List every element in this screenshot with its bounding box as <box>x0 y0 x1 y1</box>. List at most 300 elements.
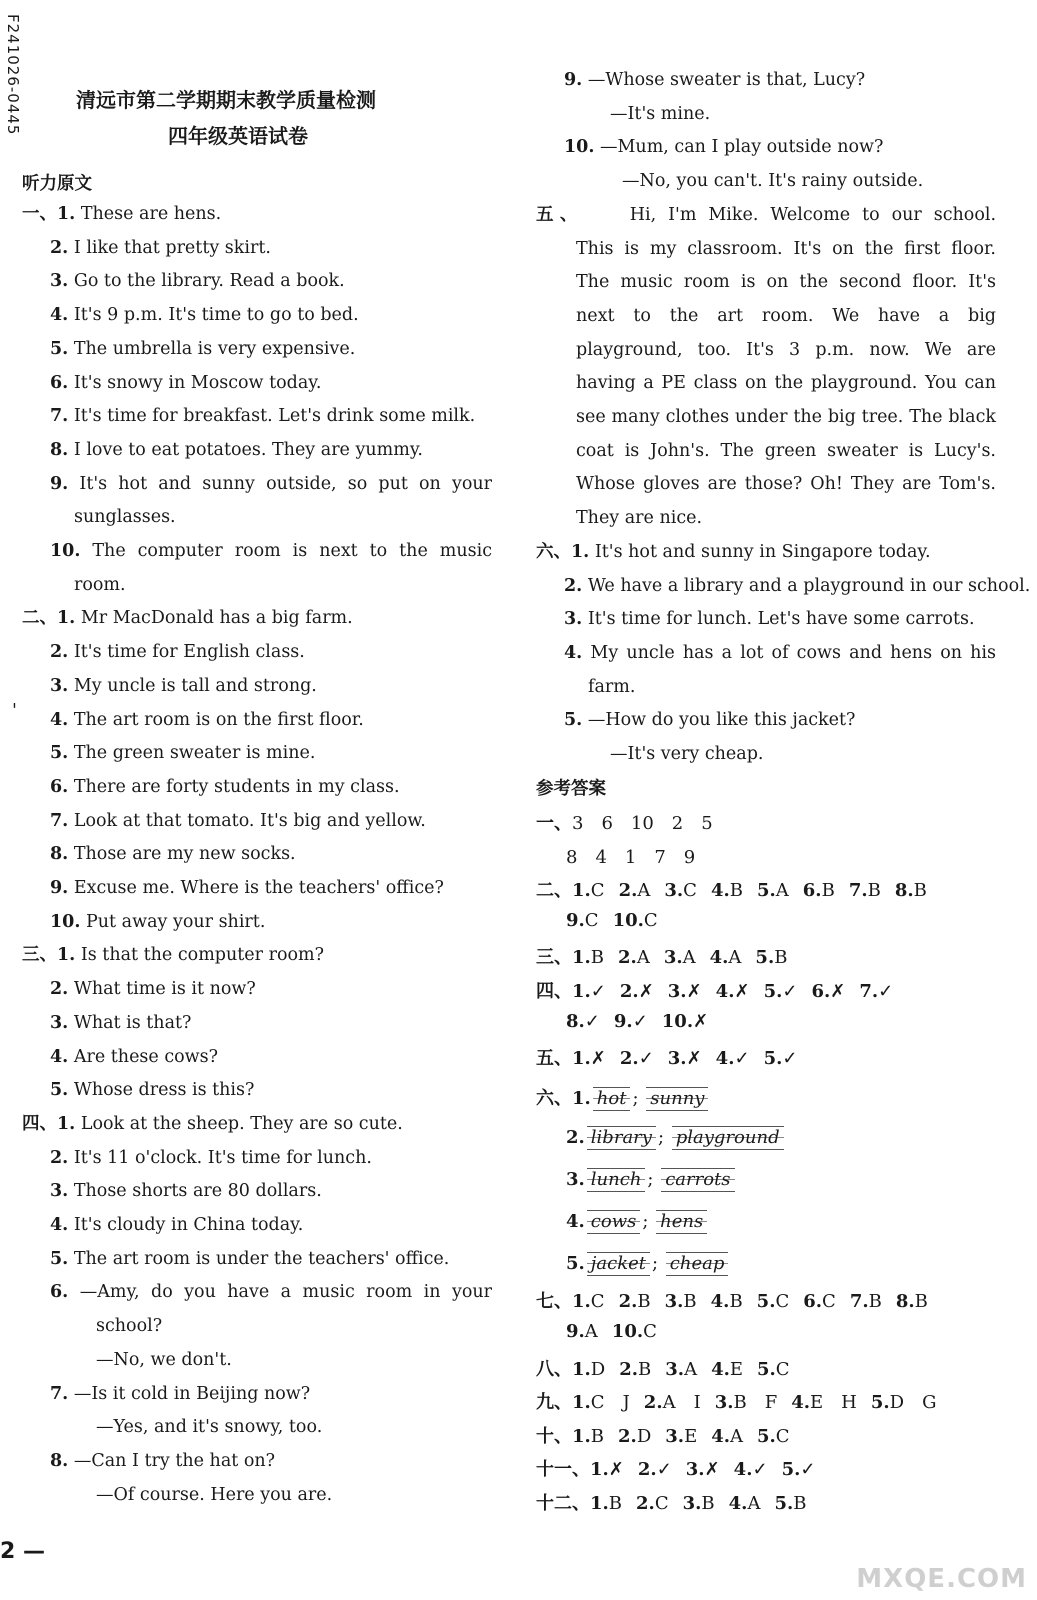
script-line <box>50 338 492 360</box>
script-line <box>50 1046 492 1068</box>
answer-item: 10.C <box>611 1321 657 1342</box>
item-number: 4. <box>50 709 69 730</box>
line-text: Is that the computer room? <box>75 945 324 966</box>
script-line <box>50 709 492 731</box>
item-number: 1. <box>572 1088 591 1109</box>
answer-item: 5.B <box>755 947 788 968</box>
answer-item: 10.C <box>612 910 658 931</box>
handwritten-answer: hens <box>656 1210 707 1234</box>
handwritten-answer: jacket <box>587 1252 650 1276</box>
answer-item: 2.A <box>618 947 650 968</box>
script-line <box>576 473 996 495</box>
item-number: 3. <box>50 1181 69 1202</box>
script-line <box>96 1484 492 1506</box>
line-text: What is that? <box>68 1012 192 1033</box>
script-line <box>50 641 492 663</box>
line-text: see many clothes under the big tree. The black <box>576 407 996 427</box>
handwritten-answer: carrots <box>661 1168 734 1192</box>
section-label: 五、 <box>536 204 584 225</box>
item-number: 8. <box>50 844 69 865</box>
item-number: 5. <box>566 1253 585 1274</box>
answer-item: 5.D G <box>870 1392 937 1413</box>
answer-item: 2.B <box>619 1359 652 1380</box>
answer-list <box>566 910 672 931</box>
answer-item: 1.B <box>572 947 605 968</box>
script-line <box>22 203 492 225</box>
item-number: 2. <box>50 642 69 663</box>
script-line <box>50 540 492 562</box>
script-line <box>50 1248 492 1270</box>
section-label: 六、 <box>536 541 571 562</box>
script-line <box>564 575 1031 597</box>
line-text: The umbrella is very expensive. <box>68 338 356 359</box>
script-line <box>50 1450 492 1472</box>
script-line <box>50 1281 492 1303</box>
answer-section-1 <box>536 809 713 835</box>
line-text: Those shorts are 80 dollars. <box>68 1181 322 1202</box>
line-text: The computer room is next to the music <box>80 541 492 561</box>
script-line <box>564 642 996 664</box>
answer-item: 3.B F <box>714 1392 778 1413</box>
answer-item: 2.A I <box>643 1392 701 1413</box>
line-text: It's snowy in Moscow today. <box>68 372 322 393</box>
answer-item: 10.✗ <box>661 1011 709 1032</box>
item-number: 7. <box>50 1383 69 1404</box>
script-line <box>588 676 996 698</box>
answer-item: 2.C <box>636 1493 669 1514</box>
line-text: I like that pretty skirt. <box>68 237 271 258</box>
answer-item: 2.✓ <box>637 1459 672 1480</box>
item-number: 2. <box>50 979 69 1000</box>
line-text: —Yes, and it's snowy, too. <box>96 1417 323 1438</box>
item-number: 5. <box>50 1248 69 1269</box>
script-line <box>576 406 996 428</box>
answer-section-4-row-2 <box>566 1011 722 1032</box>
line-text: coat is John's. The green sweater is Lucy's. <box>576 440 996 461</box>
answer-section-3 <box>536 943 801 969</box>
line-text: These are hens. <box>75 204 222 224</box>
answer-item: 3.✗ <box>667 1048 702 1069</box>
handwritten-answer: lunch <box>587 1168 646 1192</box>
answer-item: 7.B <box>849 1291 882 1312</box>
answer-item: 2.✗ <box>619 981 654 1002</box>
answer-item: 9.✓ <box>613 1011 648 1032</box>
script-line <box>96 1349 492 1371</box>
item-number: 6. <box>50 1282 69 1303</box>
line-text: —Mum, can I play outside now? <box>594 137 884 158</box>
line-text: They are nice. <box>576 508 703 529</box>
answer-list <box>572 981 907 1002</box>
item-number: 2. <box>50 237 69 258</box>
exam-subtitle: 四年级英语试卷 <box>168 124 308 148</box>
script-line <box>50 439 492 461</box>
script-line <box>50 911 492 933</box>
answer-item: 3.✗ <box>685 1459 720 1480</box>
script-line <box>74 574 492 596</box>
section-label: 四、 <box>536 981 572 1002</box>
item-number: 4. <box>566 1211 585 1232</box>
line-text: It's hot and sunny in Singapore today. <box>589 541 931 562</box>
script-line <box>576 440 996 462</box>
line-text: The art room is on the first floor. <box>68 709 364 730</box>
answer-item: 9.C <box>566 910 599 931</box>
answer-list <box>572 880 941 901</box>
handwritten-answer: cows <box>587 1210 641 1234</box>
script-line <box>576 507 996 529</box>
script-line <box>536 204 996 226</box>
section-label: 一、 <box>22 204 57 224</box>
script-line <box>610 743 996 765</box>
section-label: 十一、 <box>536 1459 590 1480</box>
fill-answer-row: 4. cows ; hens <box>566 1210 709 1234</box>
answer-list <box>572 1359 804 1380</box>
answer-item: 6.C <box>803 1291 836 1312</box>
line-text: Mr MacDonald has a big farm. <box>75 608 353 629</box>
script-line <box>50 270 492 292</box>
item-number: 3. <box>564 609 583 630</box>
item-number: 6. <box>50 372 69 393</box>
item-number: 2. <box>566 1127 585 1148</box>
line-text: What time is it now? <box>68 979 256 1000</box>
watermark-logo: MXQE.COM <box>856 1564 1027 1594</box>
answer-item: 2.A <box>618 880 651 901</box>
script-line <box>576 238 996 260</box>
answer-item: 4.A <box>711 1426 743 1447</box>
answer-item: 5.✓ <box>763 1048 798 1069</box>
line-text: It's time for English class. <box>68 642 305 663</box>
answer-item: 1.C J <box>572 1392 630 1413</box>
line-text: The art room is under the teachers' office. <box>68 1248 450 1269</box>
item-number: 10. <box>50 541 81 561</box>
line-text: The music room is on the second floor. It's <box>576 272 996 293</box>
line-text: Put away your shirt. <box>80 911 266 932</box>
section-label: 三、 <box>22 945 57 966</box>
answer-section-5 <box>536 1044 811 1070</box>
answer-item: 2.✓ <box>619 1048 654 1069</box>
line-text: —How do you like this jacket? <box>582 710 856 731</box>
line-text: I love to eat potatoes. They are yummy. <box>68 439 423 460</box>
script-line <box>50 742 492 764</box>
answer-section-2-row-2 <box>566 910 672 931</box>
line-text: The green sweater is mine. <box>68 743 316 764</box>
answer-item: 4.E <box>711 1359 743 1380</box>
item-number: 1. <box>57 1113 76 1134</box>
item-number: 3. <box>50 271 69 292</box>
answer-item: 5.C <box>756 1291 790 1312</box>
line-text: having a PE class on the playground. You can <box>576 373 996 394</box>
script-line <box>50 843 492 865</box>
answer-item: 9.A <box>566 1321 598 1342</box>
section-label: 九、 <box>536 1392 572 1413</box>
item-number: 5. <box>50 338 69 359</box>
line-text: Hi, I'm Mike. Welcome to our school. <box>617 204 997 225</box>
answer-item: 4.✓ <box>715 1048 750 1069</box>
answer-item: 7.✓ <box>859 981 894 1002</box>
section-label: 三、 <box>536 947 572 968</box>
answer-item: 8.B <box>894 880 927 901</box>
line-text: It's cloudy in China today. <box>68 1215 304 1235</box>
line-text: —Whose sweater is that, Lucy? <box>582 70 866 90</box>
script-line <box>536 541 996 563</box>
script-line <box>564 136 996 158</box>
script-line <box>22 607 492 629</box>
fill-answer-row: 2. library ; playground <box>566 1126 786 1150</box>
line-text: Those are my new socks. <box>68 844 296 865</box>
handwritten-answer: hot <box>593 1087 631 1111</box>
answer-item: 4.A <box>728 1493 761 1514</box>
item-number: 10. <box>50 911 81 932</box>
answer-section-7-row-2 <box>566 1321 671 1342</box>
line-text: There are forty students in my class. <box>68 776 400 797</box>
answer-item: 1.B <box>590 1493 623 1514</box>
answer-values: 3 6 10 2 5 <box>572 813 713 834</box>
answer-item: 3.B <box>664 1291 697 1312</box>
section-label: 八、 <box>536 1359 572 1380</box>
section-label: 一、 <box>536 813 572 834</box>
script-line <box>50 978 492 1000</box>
line-text: We have a library and a playground in our school. <box>582 575 1031 596</box>
line-text: —It's mine. <box>610 103 711 124</box>
section-label: 五、 <box>536 1048 572 1069</box>
line-text: sunglasses. <box>74 507 176 528</box>
line-text: It's hot and sunny outside, so put on your <box>68 473 492 494</box>
stray-mark: ' <box>12 700 17 721</box>
line-text: —No, you can't. It's rainy outside. <box>622 171 924 192</box>
item-number: 1. <box>57 945 76 966</box>
item-number: 5. <box>564 710 583 731</box>
answer-item: 8.B <box>895 1291 928 1312</box>
section-label: 二、 <box>22 608 57 629</box>
script-line <box>50 675 492 697</box>
script-line <box>564 608 996 630</box>
script-line <box>576 271 996 293</box>
line-text: Look at the sheep. They are so cute. <box>75 1113 403 1134</box>
answer-section-1-row-2: 8 4 1 7 9 <box>566 847 696 868</box>
item-number: 4. <box>50 305 69 326</box>
script-line <box>50 1012 492 1034</box>
script-line <box>50 372 492 394</box>
answer-item: 5.C <box>757 1359 790 1380</box>
answer-item: 3.C <box>664 880 697 901</box>
script-line <box>96 1315 492 1337</box>
handwritten-answer: library <box>587 1126 656 1150</box>
answer-section-9 <box>536 1388 950 1414</box>
item-number: 2. <box>50 1147 69 1168</box>
item-number: 3. <box>50 1012 69 1033</box>
item-number: 9. <box>50 473 69 494</box>
section-label: 二、 <box>536 880 572 901</box>
item-number: 8. <box>50 1450 69 1471</box>
line-text: —Can I try the hat on? <box>68 1450 276 1471</box>
script-line <box>50 304 492 326</box>
answer-item: 4.✗ <box>715 981 750 1002</box>
fill-answer-row: 六、1. hot ; sunny <box>536 1084 710 1111</box>
script-line <box>50 877 492 899</box>
answer-item: 3.B <box>682 1493 715 1514</box>
item-number: 4. <box>50 1215 69 1235</box>
item-number: 3. <box>50 675 69 696</box>
script-line <box>74 506 492 528</box>
item-number: 5. <box>50 743 69 764</box>
answer-item: 4.B <box>710 880 743 901</box>
script-line <box>610 103 996 125</box>
section-label: 十二、 <box>536 1493 590 1514</box>
answer-item: 5.B <box>774 1493 807 1514</box>
answer-section-12 <box>536 1489 820 1515</box>
answer-list <box>590 1493 820 1514</box>
answer-section-8 <box>536 1355 804 1381</box>
line-text: Whose gloves are those? Oh! They are Tom's. <box>576 474 996 495</box>
script-line <box>50 405 492 427</box>
script-line <box>50 1214 492 1236</box>
fill-answer-row: 5. jacket ; cheap <box>566 1252 730 1276</box>
item-number: 7. <box>50 406 69 427</box>
script-line <box>576 305 996 327</box>
script-line <box>22 1113 492 1135</box>
document-code: F241026-0445 <box>4 14 22 136</box>
item-number: 7. <box>50 810 69 831</box>
item-number: 4. <box>50 1046 69 1067</box>
answer-item: 6.B <box>802 880 835 901</box>
item-number: 9. <box>564 70 583 90</box>
script-line <box>50 1079 492 1101</box>
answer-item: 1.✗ <box>572 1048 606 1069</box>
line-text: My uncle has a lot of cows and hens on his <box>582 642 996 663</box>
section-label: 十、 <box>536 1426 572 1447</box>
answer-item: 5.✓ <box>781 1459 816 1480</box>
answer-item: 7.B <box>848 880 881 901</box>
answer-section-11 <box>536 1455 829 1481</box>
answer-list <box>572 1392 950 1413</box>
item-number: 6. <box>50 776 69 797</box>
item-number: 5. <box>50 1080 69 1101</box>
answer-section-7 <box>536 1287 942 1313</box>
script-line <box>50 1147 492 1169</box>
script-line <box>576 372 996 394</box>
item-number: 8. <box>50 439 69 460</box>
answer-item: 5.C <box>757 1426 790 1447</box>
item-number: 1. <box>57 204 76 224</box>
line-text: —Is it cold in Beijing now? <box>68 1383 311 1404</box>
script-line <box>564 709 996 731</box>
answer-item: 4.B <box>710 1291 743 1312</box>
line-text: school? <box>96 1316 163 1337</box>
script-line <box>50 1383 492 1405</box>
answer-item: 4.✓ <box>733 1459 768 1480</box>
answer-item: 5.A <box>756 880 789 901</box>
answer-item: 1.D <box>572 1359 606 1380</box>
answer-item: 1.C <box>572 880 605 901</box>
answer-list <box>572 1048 811 1069</box>
line-text: Whose dress is this? <box>68 1080 255 1101</box>
script-line <box>50 776 492 798</box>
line-text: playground, too. It's 3 p.m. now. We are <box>576 339 996 360</box>
line-text: It's time for lunch. Let's have some carrots. <box>582 609 975 630</box>
answer-item: 4.A <box>709 947 742 968</box>
answer-item: 1.✓ <box>572 981 606 1002</box>
answer-item: 3.A <box>665 1359 698 1380</box>
answer-section-10 <box>536 1422 804 1448</box>
handwritten-answer: cheap <box>666 1252 729 1276</box>
fill-answer-row: 3. lunch ; carrots <box>566 1168 737 1192</box>
script-line <box>50 473 492 495</box>
line-text: —Of course. Here you are. <box>96 1484 333 1505</box>
answer-item: 2.D <box>618 1426 652 1447</box>
line-text: —It's very cheap. <box>610 744 764 764</box>
answer-list <box>566 1321 671 1342</box>
section-label: 七、 <box>536 1291 572 1312</box>
answer-list <box>566 1011 722 1032</box>
item-number: 9. <box>50 878 69 898</box>
answer-item: 3.A <box>663 947 696 968</box>
line-text: room. <box>74 574 126 595</box>
item-number: 1. <box>571 541 590 562</box>
line-text: Go to the library. Read a book. <box>68 271 345 292</box>
line-text: This is my classroom. It's on the first floor. <box>576 238 996 259</box>
script-line <box>576 339 996 361</box>
line-text: It's 11 o'clock. It's time for lunch. <box>68 1147 372 1168</box>
line-text: Look at that tomato. It's big and yellow. <box>68 810 426 831</box>
script-line <box>22 944 492 966</box>
handwritten-answer: playground <box>672 1126 784 1150</box>
line-text: farm. <box>588 676 636 697</box>
answer-item: 4.E H <box>791 1392 857 1413</box>
exam-title: 清远市第二学期期末教学质量检测 <box>76 88 376 112</box>
line-text: It's 9 p.m. It's time to go to bed. <box>68 305 359 326</box>
handwritten-answer: sunny <box>646 1087 708 1111</box>
item-number: 1. <box>57 608 76 629</box>
answer-item: 2.B <box>618 1291 651 1312</box>
answer-list <box>572 1426 804 1447</box>
line-text: Are these cows? <box>68 1046 219 1067</box>
line-text: next to the art room. We have a big <box>576 305 996 326</box>
item-number: 4. <box>564 642 583 663</box>
section-label: 四、 <box>22 1113 57 1134</box>
answer-item: 6.✗ <box>811 981 846 1002</box>
listening-heading: 听力原文 <box>22 174 92 194</box>
script-line <box>622 170 996 192</box>
script-line <box>50 810 492 832</box>
line-text: —No, we don't. <box>96 1349 232 1370</box>
answer-item: 3.E <box>665 1426 698 1447</box>
answer-item: 5.✓ <box>763 981 798 1002</box>
answer-section-4 <box>536 977 907 1003</box>
line-text: Excuse me. Where is the teachers' office? <box>68 878 444 898</box>
item-number: 10. <box>564 137 595 158</box>
script-line <box>564 69 996 91</box>
answer-item: 3.✗ <box>667 981 702 1002</box>
answer-list <box>572 947 801 968</box>
script-line <box>50 237 492 259</box>
script-line <box>50 1180 492 1202</box>
item-number: 2. <box>564 575 583 596</box>
answer-section-2 <box>536 876 941 902</box>
line-text: —Amy, do you have a music room in your <box>68 1282 492 1303</box>
answer-list <box>572 1291 942 1312</box>
answers-heading: 参考答案 <box>536 779 606 799</box>
page-number: 2 — <box>0 1539 45 1564</box>
section-label: 六、 <box>536 1088 572 1109</box>
line-text: It's time for breakfast. Let's drink some milk. <box>68 406 476 427</box>
item-number: 3. <box>566 1169 585 1190</box>
line-text: My uncle is tall and strong. <box>68 675 317 696</box>
script-line <box>96 1416 492 1438</box>
answer-list <box>590 1459 829 1480</box>
answer-item: 1.✗ <box>590 1459 624 1480</box>
answer-item: 1.C <box>572 1291 605 1312</box>
answer-item: 1.B <box>572 1426 605 1447</box>
answer-item: 8.✓ <box>566 1011 600 1032</box>
